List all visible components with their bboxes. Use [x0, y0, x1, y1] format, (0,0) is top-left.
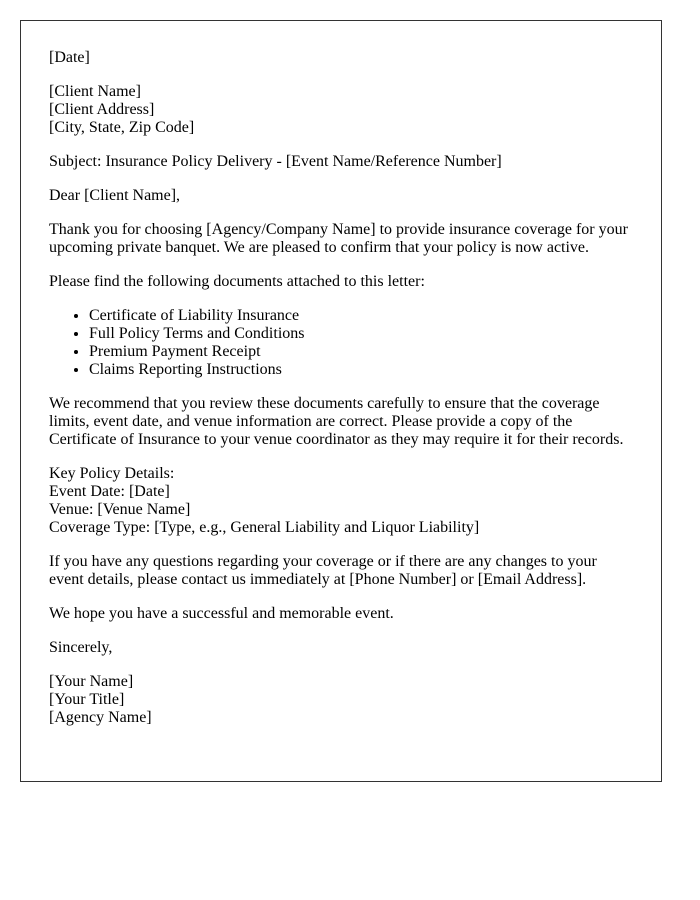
- attachment-item: • Certificate of Liability Insurance: [89, 307, 633, 325]
- letter-date: [Date]: [49, 49, 90, 66]
- recipient-name: [Client Name]: [49, 83, 141, 100]
- attachment-item: • Premium Payment Receipt: [89, 343, 633, 361]
- intro-paragraph: Thank you for choosing [Agency/Company Name] to provide insurance coverage for your upcoming private banquet. We are pleased to confirm that your policy is now active.: [49, 221, 628, 256]
- policy-details-heading: Key Policy Details:: [49, 465, 175, 482]
- recommendation-paragraph: We recommend that you review these documents carefully to ensure that the coverage limits, event date, and venue information are correct. Please provide a copy of the Certificate of Insurance to your venue coordinator as they may require it for their records.: [49, 395, 624, 448]
- policy-details: [49, 465, 633, 537]
- policy-coverage-type: Coverage Type: [Type, e.g., General Liability and Liquor Liability]: [49, 519, 480, 536]
- attachments-list: [49, 307, 633, 379]
- attachment-item: • Claims Reporting Instructions: [89, 361, 633, 379]
- closing: Sincerely,: [49, 639, 113, 656]
- recipient-address: [Client Address]: [49, 101, 155, 118]
- subject-line: Subject: Insurance Policy Delivery - [Event Name/Reference Number]: [49, 153, 502, 170]
- salutation: Dear [Client Name],: [49, 187, 181, 204]
- policy-event-date: Event Date: [Date]: [49, 483, 170, 500]
- recipient-city: [City, State, Zip Code]: [49, 119, 195, 136]
- signature-agency: [Agency Name]: [49, 709, 152, 726]
- signature-block: [49, 673, 633, 727]
- contact-paragraph: If you have any questions regarding your coverage or if there are any changes to your event details, please contact us immediately at [Phone Number] or [Email Address].: [49, 553, 597, 588]
- policy-venue: Venue: [Venue Name]: [49, 501, 191, 518]
- letter: [20, 20, 662, 782]
- signature-title: [Your Title]: [49, 691, 125, 708]
- closing-wish: We hope you have a successful and memorable event.: [49, 605, 394, 622]
- recipient-block: [49, 83, 633, 137]
- signature-name: [Your Name]: [49, 673, 134, 690]
- attachment-item: • Full Policy Terms and Conditions: [89, 325, 633, 343]
- attachments-intro: Please find the following documents attached to this letter:: [49, 273, 425, 290]
